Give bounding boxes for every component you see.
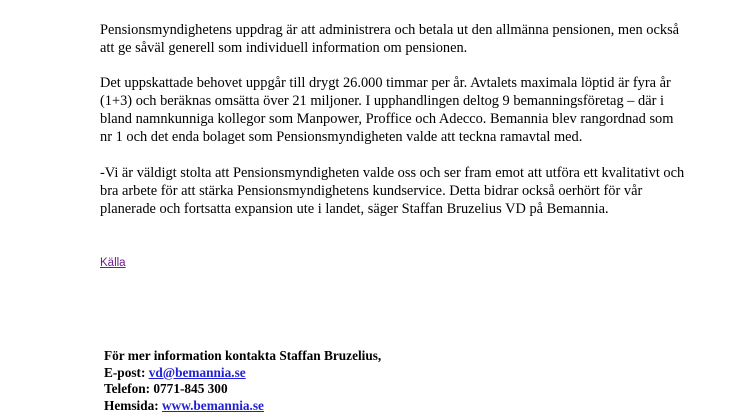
email-row: [104, 365, 381, 382]
text-line: bra arbete för att stärka Pensionsmyndighetens kundservice. Detta bidrar också oerhört för vår: [100, 183, 643, 199]
paragraph-mission: [100, 21, 730, 57]
text-line: Pensionsmyndighetens uppdrag är att administrera och betala ut den allmänna pensionen, men också: [100, 22, 680, 38]
contact-block: [104, 348, 381, 414]
website-link[interactable]: www.bemannia.se: [162, 397, 264, 413]
paragraph-quote: [100, 164, 730, 218]
text-line: -Vi är väldigt stolta att Pensionsmyndigheten valde oss och ser fram emot att utföra ett kvalitativt och: [100, 165, 685, 181]
text-line: Det uppskattade behovet uppgår till drygt 26.000 timmar per år. Avtalets maximala löptid är fyra år: [100, 75, 671, 91]
source-link[interactable]: Källa: [100, 257, 126, 269]
website-label: Hemsida:: [104, 397, 162, 413]
text-line: bland namnkunniga kollegor som Manpower, Proffice och Adecco. Bemannia blev rangordnad som: [100, 111, 674, 127]
paragraph-contract-details: [100, 74, 730, 146]
email-label: E-post:: [104, 364, 149, 380]
text-line: planerade och fortsatta expansion ute i landet, säger Staffan Bruzelius VD på Bemannia.: [100, 201, 609, 217]
phone-row: Telefon: 0771-845 300: [104, 381, 228, 396]
email-link[interactable]: vd@bemannia.se: [148, 364, 246, 380]
website-row: [104, 398, 381, 415]
contact-heading: För mer information kontakta Staffan Bruzelius,: [104, 348, 382, 363]
text-line: nr 1 och det enda bolaget som Pensionsmyndigheten valde att teckna ramavtal med.: [100, 129, 583, 145]
text-line: att ge såväl generell som individuell information om pensionen.: [100, 40, 468, 56]
text-line: (1+3) och beräknas omsätta över 21 miljoner. I upphandlingen deltog 9 bemanningsföretag – där i: [100, 93, 665, 109]
